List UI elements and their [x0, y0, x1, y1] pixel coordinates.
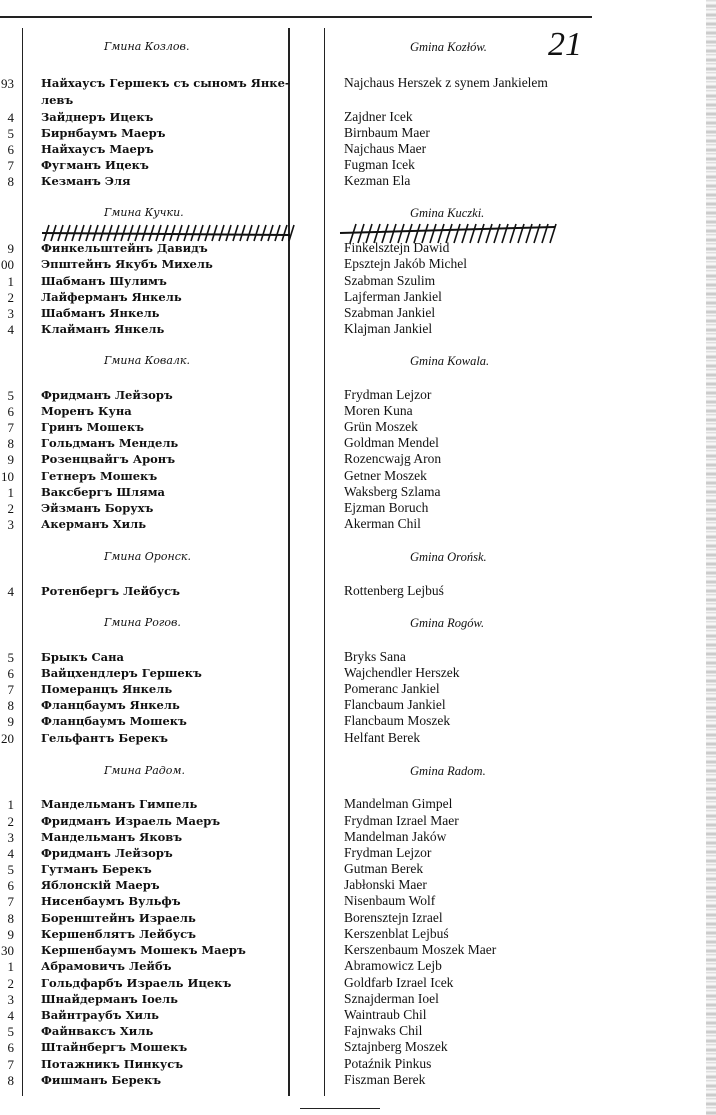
entry-name-pl: Lajferman Jankiel [344, 289, 442, 304]
gmina-heading-ru: Гмина Оронск. [104, 550, 191, 563]
entry-name-ru: Бирнбаумъ Маеръ [41, 126, 166, 140]
entry-name-pl: Kerszenbaum Moszek Maer [344, 942, 497, 957]
entry-number: 93 [1, 76, 14, 91]
entry-name-ru: Акерманъ Хиль [41, 517, 147, 531]
entry-name-pl: Mandelman Gimpel [344, 796, 453, 811]
entry-name-pl: Sznajderman Ioel [344, 991, 439, 1006]
entry-name-pl: Wajchendler Herszek [344, 665, 460, 680]
entry-name-ru: Розенцвайгъ Аронъ [41, 452, 176, 466]
folio-number: 21 [548, 26, 582, 63]
entry-name-ru: Клайманъ Янкель [41, 322, 165, 336]
entry-name-pl: Waintraub Chil [344, 1007, 427, 1022]
entry-name-ru: Потажникъ Пинкусъ [41, 1057, 184, 1071]
entry-number: 2 [7, 501, 14, 516]
entry-name-pl: Frydman Izrael Maer [344, 813, 459, 828]
entry-name-ru: Кершенблятъ Лейбусъ [41, 927, 197, 941]
entry-name-ru: Гельфантъ Берекъ [41, 731, 168, 745]
entry-name-pl: Frydman Lejzor [344, 845, 432, 860]
entry-number: 30 [1, 943, 14, 958]
entry-name-ru: Шнайдерманъ Іоель [41, 992, 178, 1006]
entry-name-pl: Nisenbaum Wolf [344, 893, 436, 908]
entry-name-pl: Flancbaum Moszek [344, 713, 451, 728]
entry-number: 6 [7, 878, 14, 893]
entry-name-ru: Кершенбаумъ Мошекъ Маеръ [41, 943, 246, 957]
entry-name-pl: Flancbaum Jankiel [344, 697, 446, 712]
entry-number: 9 [7, 714, 14, 729]
entry-name-ru: Гетнеръ Мошекъ [41, 469, 158, 483]
entry-number: 3 [7, 992, 14, 1007]
entry-name-ru: Гутманъ Берекъ [41, 862, 152, 876]
gmina-heading-ru: Гмина Ковалк. [104, 354, 190, 367]
entry-name-ru: Мандельманъ Яковъ [41, 830, 183, 844]
entry-number: 5 [7, 388, 14, 403]
entry-number: 8 [7, 1073, 14, 1088]
entry-number: 7 [7, 420, 14, 435]
entry-name-ru: Фланцбаумъ Янкель [41, 698, 180, 712]
gmina-heading-pl: Gmina Orońsk. [410, 550, 487, 564]
entry-name-pl: Getner Moszek [344, 468, 427, 483]
entry-name-ru: Вайнтраубъ Хиль [41, 1008, 159, 1022]
entry-name-ru: Зайднеръ Ицекъ [41, 110, 154, 124]
entry-name-pl: Klajman Jankiel [344, 321, 433, 336]
right-column-rule [324, 28, 325, 1096]
entry-name-pl: Kezman Ela [344, 173, 411, 188]
entry-name-ru: Брыкъ Сана [41, 650, 124, 664]
entry-name-pl: Kerszenblat Lejbuś [344, 926, 449, 941]
entry-number: 4 [7, 322, 14, 337]
entry-number: 8 [7, 174, 14, 189]
entry-number: 7 [7, 682, 14, 697]
entry-name-pl: Fajnwaks Chil [344, 1023, 423, 1038]
entry-name-pl: Moren Kuna [344, 403, 413, 418]
gmina-heading-pl: Gmina Kuczki. [410, 206, 485, 220]
entry-name-pl: Goldfarb Izrael Icek [344, 975, 454, 990]
entry-name-pl: Mandelman Jaków [344, 829, 447, 844]
entry-name-ru: Лайферманъ Янкель [41, 290, 182, 304]
entry-name-pl: Szabman Szulim [344, 273, 436, 288]
entry-number: 7 [7, 158, 14, 173]
entry-name-pl: Zajdner Icek [344, 109, 413, 124]
entry-name-ru: Мандельманъ Гимпель [41, 797, 198, 811]
entry-number: 2 [7, 814, 14, 829]
entry-name-ru: Ваксбергъ Шляма [41, 485, 166, 499]
entry-name-ru: Найхаусъ Гершекъ съ сыномъ Янке- [41, 76, 290, 90]
entry-number: 6 [7, 666, 14, 681]
entry-name-ru: Моренъ Куна [41, 404, 132, 418]
gmina-heading-pl: Gmina Kowala. [410, 354, 490, 368]
entry-name-pl: Helfant Berek [344, 730, 421, 745]
entry-name-ru: Нисенбаумъ Вульфъ [41, 894, 181, 908]
entry-number: 4 [7, 1008, 14, 1023]
entry-number: 1 [7, 959, 14, 974]
entry-number: 9 [7, 241, 14, 256]
entry-name-pl: Fugman Icek [344, 157, 415, 172]
entry-name-pl: Gutman Berek [344, 861, 424, 876]
entry-number: 9 [7, 452, 14, 467]
entry-name-pl: Akerman Chil [344, 516, 421, 531]
entry-name-pl: Fiszman Berek [344, 1072, 426, 1087]
entry-name-ru: Боренштейнъ Израель [41, 911, 196, 925]
entry-name-pl: Frydman Lejzor [344, 387, 432, 402]
entry-name-pl: Borensztejn Izrael [344, 910, 443, 925]
entry-name-ru: Найхаусъ Маеръ [41, 142, 154, 156]
entry-number: 3 [7, 830, 14, 845]
entry-name-ru: Эйзманъ Борухъ [41, 501, 154, 515]
entry-number: 5 [7, 650, 14, 665]
entry-name-ru: левъ [41, 93, 74, 107]
entry-number: 5 [7, 862, 14, 877]
entry-name-ru: Эпштейнъ Якубъ Михель [41, 257, 213, 271]
gmina-heading-ru: Гмина Радом. [104, 764, 185, 777]
entry-name-pl: Szabman Jankiel [344, 305, 436, 320]
entry-name-pl: Rozencwajg Aron [344, 451, 442, 466]
entry-number: 8 [7, 436, 14, 451]
entry-name-ru: Шабманъ Шулимъ [41, 274, 167, 288]
gmina-heading-pl: Gmina Kozłów. [410, 40, 487, 54]
entry-number: 3 [7, 306, 14, 321]
page-edge-scan [706, 0, 716, 1115]
entry-number: 2 [7, 976, 14, 991]
entry-number: 4 [7, 584, 14, 599]
entry-number: 3 [7, 517, 14, 532]
entry-name-ru: Фланцбаумъ Мошекъ [41, 714, 187, 728]
entry-name-ru: Яблонскій Маеръ [41, 878, 160, 892]
entry-name-ru: Фридманъ Лейзоръ [41, 388, 173, 402]
entry-name-ru: Шабманъ Янкель [41, 306, 160, 320]
entry-number: 1 [7, 485, 14, 500]
entry-number: 10 [1, 469, 14, 484]
entry-name-pl: Goldman Mendel [344, 435, 439, 450]
entry-name-pl: Najchaus Herszek z synem Jankielem [344, 75, 548, 90]
entry-name-pl: Rottenberg Lejbuś [344, 583, 444, 598]
entry-name-pl: Birnbaum Maer [344, 125, 430, 140]
gmina-heading-ru: Гмина Рогов. [104, 616, 181, 629]
bottom-rule [300, 1108, 380, 1109]
entry-name-pl: Jabłonski Maer [344, 877, 427, 892]
entry-name-ru: Гринъ Мошекъ [41, 420, 144, 434]
top-rule [0, 16, 592, 18]
entry-name-pl: Najchaus Maer [344, 141, 427, 156]
entry-name-pl: Abramowicz Lejb [344, 958, 442, 973]
entry-number: 8 [7, 911, 14, 926]
entry-number: 7 [7, 1057, 14, 1072]
entry-number: 8 [7, 698, 14, 713]
entry-name-pl: Epsztejn Jakób Michel [344, 256, 467, 271]
entry-name-ru: Фридманъ Лейзоръ [41, 846, 173, 860]
entry-name-pl: Bryks Sana [344, 649, 406, 664]
entry-name-ru: Кезманъ Эля [41, 174, 131, 188]
entry-name-ru: Абрамовичъ Лейбъ [41, 959, 172, 973]
entry-name-pl: Ejzman Boruch [344, 500, 429, 515]
entry-number: 1 [7, 274, 14, 289]
entry-name-ru: Финкельштейнъ Давидъ [41, 241, 208, 255]
entry-number: 00 [1, 257, 14, 272]
entry-name-ru: Фридманъ Израель Маеръ [41, 814, 221, 828]
entry-name-ru: Гольдфарбъ Израель Ицекъ [41, 976, 232, 990]
entry-number: 20 [1, 731, 14, 746]
center-column-rule [288, 28, 290, 1096]
gmina-heading-pl: Gmina Rogów. [410, 616, 485, 630]
entry-name-ru: Штайнбергъ Мошекъ [41, 1040, 188, 1054]
entry-name-ru: Гольдманъ Мендель [41, 436, 179, 450]
entry-name-pl: Grün Moszek [344, 419, 418, 434]
entry-name-ru: Померанцъ Янкель [41, 682, 173, 696]
gmina-heading-ru: Гмина Козлов. [104, 40, 190, 53]
gmina-heading-ru: Гмина Кучки. [104, 206, 184, 219]
entry-number: 5 [7, 1024, 14, 1039]
entry-name-ru: Фишманъ Берекъ [41, 1073, 162, 1087]
entry-name-ru: Вайцхендлеръ Гершекъ [41, 666, 202, 680]
entry-name-pl: Waksberg Szlama [344, 484, 441, 499]
left-column-rule [22, 28, 23, 1096]
entry-number: 2 [7, 290, 14, 305]
entry-name-pl: Pomeranc Jankiel [344, 681, 440, 696]
entry-number: 6 [7, 404, 14, 419]
entry-name-pl: Finkelsztejn Dawid [344, 240, 450, 255]
entry-name-pl: Potaźnik Pinkus [344, 1056, 432, 1071]
entry-number: 9 [7, 927, 14, 942]
entry-number: 7 [7, 894, 14, 909]
entry-number: 1 [7, 797, 14, 812]
entry-number: 6 [7, 142, 14, 157]
gmina-heading-pl: Gmina Radom. [410, 764, 486, 778]
entry-number: 5 [7, 126, 14, 141]
entry-name-ru: Файнваксъ Хиль [41, 1024, 154, 1038]
entry-number: 4 [7, 846, 14, 861]
entry-name-ru: Фугманъ Ицекъ [41, 158, 149, 172]
entry-number: 6 [7, 1040, 14, 1055]
entry-name-pl: Sztajnberg Moszek [344, 1039, 448, 1054]
entry-number: 4 [7, 110, 14, 125]
entry-name-ru: Ротенбергъ Лейбусъ [41, 584, 180, 598]
